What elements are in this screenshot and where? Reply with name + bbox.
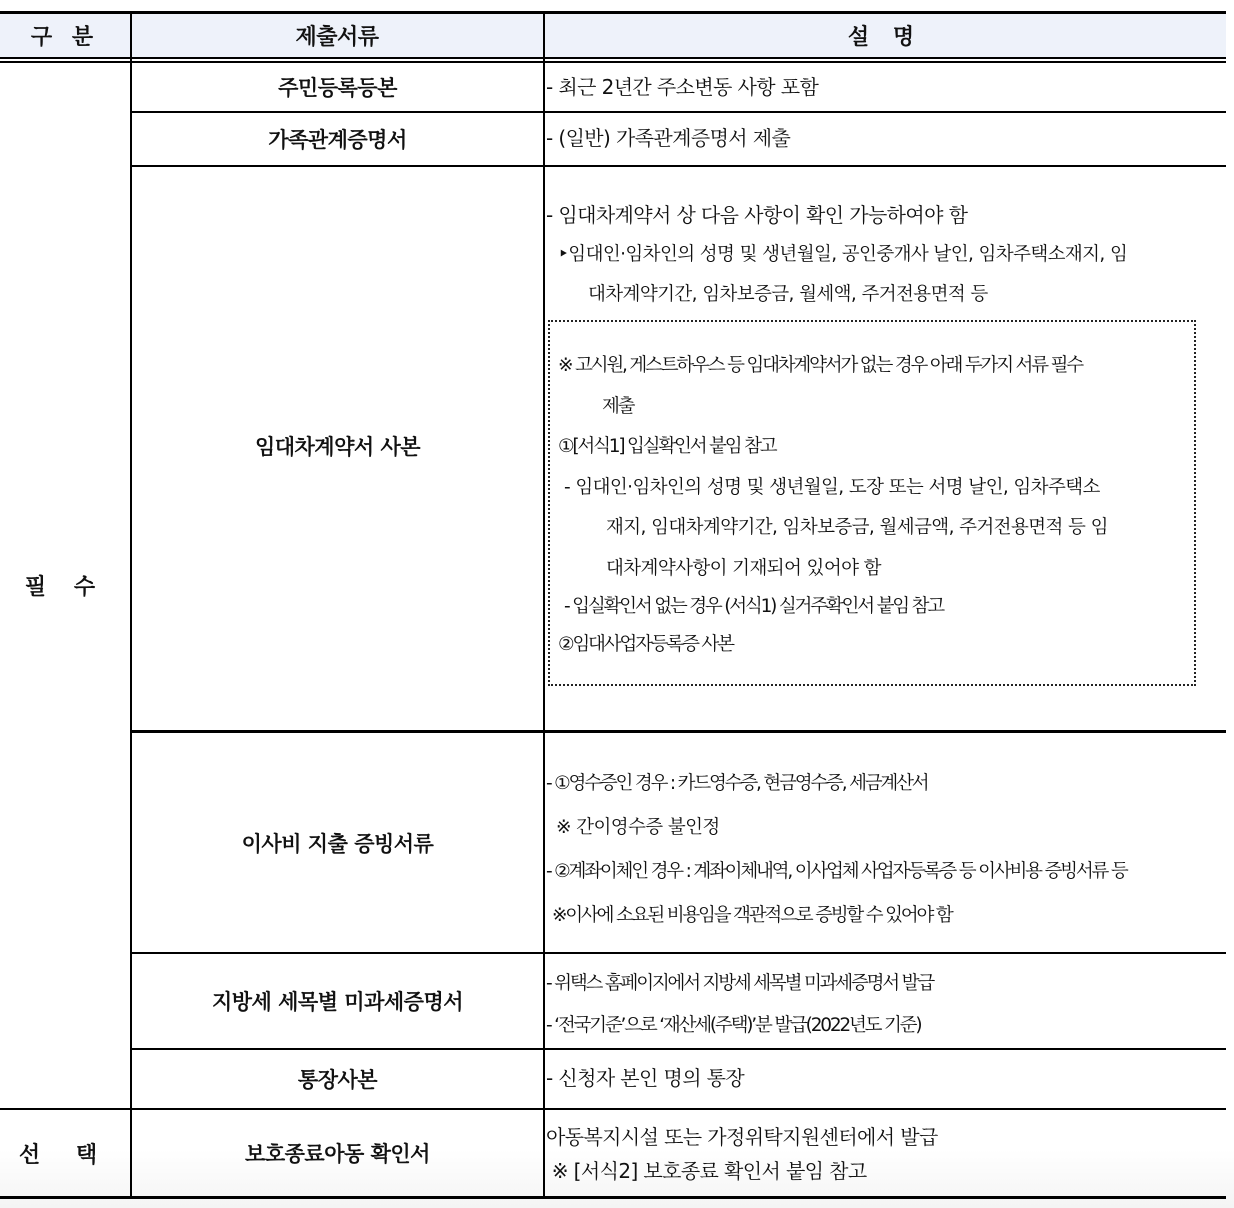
- document-local-tax-certificate: 지방세 세목별 미과세증명서: [211, 990, 464, 1014]
- table-top-border: [0, 11, 1226, 14]
- row-divider: [131, 165, 1226, 167]
- document-protection-end-certificate: 보호종료아동 확인서: [245, 1142, 430, 1166]
- header-description: 설 명: [847, 25, 923, 50]
- description-protection-end-certificate: 아동복지시설 또는 가정위탁지원센터에서 발급 ※ [서식2] 보호종료 확인서 붙임 참고: [546, 1125, 938, 1183]
- lease-note-content: ※ 고시원, 게스트하우스 등 임대차계약서가 없는 경우 아래 두가지 서류 필수 제출 ①[서식1] 입실확인서 붙임 참고 - 임대인·임차인의 성명 및 생년월일, 도장 또는 서명 날인, 임차주택소 재지, 임대차계약기간, 임차보증금, 월세금액, 주거전용면적 등 임 대차계약사항이 기재되어 있어야 함 - 입실확인서 없는 경우 (서식1) 실거주확인서 붙임 참고 ②임대사업자등록증 사본: [558, 355, 1108, 655]
- document-resident-registration: 주민등록등본: [278, 76, 397, 100]
- table-bottom-border: [0, 1196, 1226, 1199]
- description-resident-registration: - 최근 2년간 주소변동 사항 포함: [546, 75, 819, 99]
- group-label-optional: 선 택: [18, 1142, 112, 1168]
- description-lease-contract: - 임대차계약서 상 다음 사항이 확인 가능하여야 함 ‣임대인·임차인의 성명 및 생년월일, 공인중개사 날인, 임차주택소재지, 임 대차계약기간, 임차보증금, 월세액, 주거전용면적 등: [546, 203, 1128, 305]
- description-moving-expense: - ①영수증인 경우 : 카드영수증, 현금영수증, 세금계산서 ※ 간이영수증 불인정 - ②계좌이체인 경우 : 계좌이체내역, 이사업체 사업자등록증 등 이사비용 증빙서류 등 ※이사에 소요된 비용임을 객관적으로 증빙할 수 있어야 함: [546, 773, 1127, 926]
- description-local-tax-certificate: - 위택스 홈페이지에서 지방세 세목별 미과세증명서 발급 - ‘전국기준’으로 ‘재산세(주택)’분 발급(2022년도 기준): [546, 973, 933, 1036]
- document-family-relation: 가족관계증명서: [268, 128, 407, 152]
- column-divider: [543, 14, 545, 1197]
- document-bankbook-copy: 통장사본: [297, 1068, 378, 1092]
- group-label-required: 필 수: [24, 575, 106, 600]
- description-family-relation: - (일반) 가족관계증명서 제출: [546, 126, 791, 150]
- document-lease-contract: 임대차계약서 사본: [254, 435, 421, 459]
- description-bankbook-copy: - 신청자 본인 명의 통장: [546, 1066, 745, 1090]
- header-double-line-top: [0, 57, 1226, 59]
- document-moving-expense: 이사비 지출 증빙서류: [241, 831, 434, 856]
- header-category: 구 분: [30, 25, 100, 50]
- header-document: 제출서류: [295, 25, 379, 50]
